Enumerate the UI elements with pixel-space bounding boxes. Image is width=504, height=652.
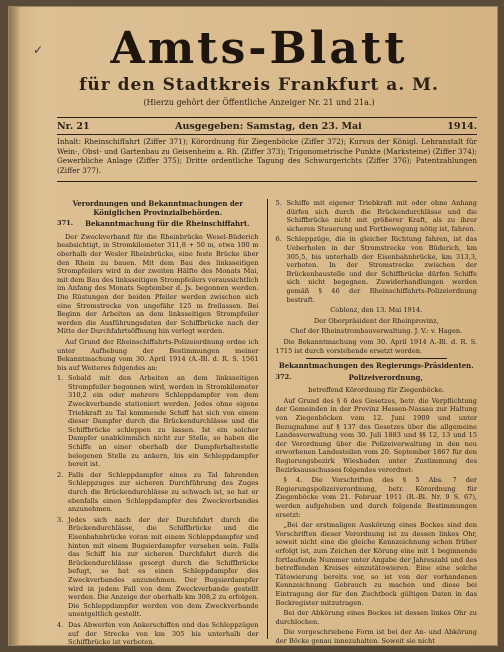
- list-item-text: Falls der Schleppdampfer eines zu Tal fahrenden Schleppzuges zur sicheren Durchführung des Zuges durch die Brückendurchlässe zu schwach ist, so hat er ebenfalls einen Schleppdampfer des Zweckverbandes anzunehmen.: [68, 470, 259, 514]
- section-heading-provincial: Verordnungen und Bekanntmachungen der Königlichen Provinzialbehörden.: [72, 199, 243, 217]
- paragraph: § 4. Die Vorschriften des § 5 Abs. 7 der Regierungspolizeiverordnung, betr. Körordnung für Ziegenböcke vom 21. Februar 1911 (R.-Bl. Nr. 9 S. 67), werden aufgehoben und durch folgende Bestimmungen ersetzt:: [275, 476, 478, 519]
- left-column: [57, 199, 259, 647]
- section-heading-regierung: Bekanntmachungen des Regierungs-Präsidenten.: [278, 361, 474, 371]
- list-item-number: 2.: [57, 470, 64, 479]
- list-item: [57, 374, 259, 469]
- issue-number: Nr. 21: [57, 121, 90, 132]
- masthead-note: (Hierzu gehört der Öffentliche Anzeiger Nr. 21 und 21a.): [143, 98, 375, 107]
- notice-paragraph: Die Bekanntmachung vom 30. April 1914 A.-Bl. d. R. S. 1715 ist durch vorstehende ersetzt worden.: [275, 337, 478, 355]
- paragraph: Auf Grund des § 6 des Gesetzes, betr. die Verpflichtung der Gemeinden in der Provinz Hessen-Nassau zur Haltung von Ziegenböcken vom 12. Juni 1909 und unter Bezugnahme auf § 137 des Gesetzes über die allgemeine Landesverwaltung vom 30. Juli 1883 und §§ 12, 13 und 15 der Verordnung über die Polizeiverwaltung in den neu erworbenen Landesteilen vom 20. September 1867 für den Regierungsbezirk Wiesbaden unter Zustimmung des Bezirksausschusses folgendes verordnet:: [275, 396, 478, 474]
- masthead-subtitle: für den Stadtkreis Frankfurt a. M.: [79, 75, 439, 95]
- list-item: [57, 471, 259, 514]
- signoff-signature: Chef der Rheinstrombauverwaltung. J. V.: v. Hagen.: [290, 327, 463, 336]
- paragraph: Auf Grund der Rheinschiffahrts-Polizeiordnung ordne ich unter Aufhebung der Bestimmungen meiner Bekanntmachung vom 30. April 1914 (A.-Bl. d. R. S. 1561 bis auf Weiteres folgendes an:: [57, 337, 259, 372]
- list-item-text: Schiffe mit eigener Triebkraft mit oder ohne Anhang dürfen sich durch die Brückendurchlässe und die Schiffbrücke nicht mit größerer Kraft, als zu ihrer sicheren Steuerung und Fortbewegung nötig ist, fahren.: [286, 199, 478, 233]
- page-binding: [9, 7, 19, 645]
- newspaper-page: [8, 6, 498, 646]
- article-columns: [57, 199, 478, 647]
- article-subtitle: betreffend Körordnung für Ziegenböcke.: [308, 386, 445, 395]
- column-divider: [267, 199, 268, 639]
- issue-date: Ausgegeben: Samstag, den 23. Mai: [175, 121, 362, 132]
- paragraph: Der Zweckverband für die Rheinbrücke Wesel-Büderich beabsichtigt, in Stromkilometer 311,8 + 50 m, etwa 100 m oberhalb der Wesler Rheinbrücke, eine feste Brücke über den Rhein zu bauen. Mit dem Bau des linksseitigen Strompfeilers wird in der zweiten Hälfte des Monats Mai, mit dem Bau des linksseitigen Strompfeilers voraussichtlich im Anfang des Monats September d. Js. begonnen werden. Die Rüstungen der beiden Pfeiler werden zwischen sich eine Stromstrecke von ungefähr 125 m freilassen. Bei Beginn der Arbeiten an dem linksseitigen Strompfeiler werden die Ausführungsdaten der Schiffbrücke nach der Mitte der Durchfahrtsöffnung hin verlegt werden.: [57, 232, 259, 336]
- list-item-number: 3.: [57, 515, 64, 524]
- list-item-number: 6.: [275, 235, 282, 244]
- right-column: [275, 199, 478, 645]
- article-number: 372.: [275, 372, 292, 381]
- list-item-number: 4.: [57, 620, 64, 629]
- list-item-text: Sobald mit den Arbeiten an dem linksseitigen Strompfeiler begonnen wird, werden in Stromkilometer 310,2 ein oder mehrere Schleppdampfer von dem Zweckverbande stationiert werden. Jedes ohne eigene Triebkraft zu Tal kommende Schiff hat sich von einem dieser Dampfer durch die Brückendurchlässe und die Schiffbrücke schleppen zu lassen. Ist ein solcher Dampfer unabkömmlich nicht zur Stelle, so haben die Schiffe an einer oberhalb der Dampferhaltestelle belegenen Stelle zu ankern, bis ein Schleppdampfer bereit ist.: [68, 374, 259, 469]
- paragraph: Die vorgeschriebene Form ist bei der An- und Abkörung der Böcke genau innezuhalten. Soweit sie nicht: [275, 628, 478, 645]
- article-title: Bekanntmachung für die Rheinschiffahrt.: [85, 219, 250, 229]
- paragraph: Bei der Abkörung eines Bockes ist dessen linkes Ohr zu durchlochen.: [275, 609, 478, 626]
- list-item-text: Jedes sich nach der der Durchfahrt durch die Brückendurchlässe, die Schiffbrücke und die Eisenbahnbrücke voran mit einem Schleppdampfer und hinten mit einem Bugsierdampfer versehen sein. Falls das Schiff bis zur sicheren Durchfahrt durch die Brückendurchlässe gesorgt durch die Schiffbrücke befugt, so hat es einen Schleppdampfer des Zweckverbandes anzunehmen. Der Bugsierdampfer wird in jedem Fall von dem Zweckverbande gestellt werden. Die Anzeige der oberhalb km 308,2 zu erfolgen. Die Schleppdampfer werden von dem Zweckverbande unentgeltlich gestellt.: [68, 515, 259, 619]
- list-item-text: Schleppzüge, die in gleicher Richtung fahren, ist das Ueberholen in der Stromstrecke von Büderich, km 305,5, bis unterhalb der Eisenbahnbrücke, km 313,3, verboten. In der Stromstrecke zwischen der Brückenbaustelle und der Schiffbrücke dürfen Schiffe sich nicht begegnen. Zuwiderhandlungen werden gemäß § 46 der Rheinschiffahrts-Polizeiordnung bestraft.: [286, 235, 478, 304]
- masthead-title: Amts-Blatt: [110, 23, 408, 74]
- article-number: 371.: [57, 219, 74, 228]
- pencil-mark-icon: ✓: [33, 43, 44, 57]
- paragraph: „Bei der erstmaligen Auskörung eines Bockes sind den Vorschriften dieser Verordnung ist zu dessen linkes Ohr, soweit nicht eine die gleiche Kennzeichnung schon früher erfolgt ist, zum Zeichen der Körung eine mit 1 beginnende fortlaufende Nummer unter Angabe der Jahreszahl und des betreffenden Kreises einzutätowieren. Eine eine solche Tätowierung bereits vor, so ist von der vorhandenen Kennzeichnung Gebrauch zu machen und diese bei Eintragung der für den Zuchtbock gültigen Daten in das Bockregister mitzutragen.: [275, 521, 478, 607]
- list-item: [276, 199, 478, 233]
- article-372-header: [276, 373, 478, 385]
- list-item-number: 1.: [57, 374, 64, 383]
- divider-rule: [306, 358, 448, 359]
- list-item-number: 5.: [275, 199, 282, 207]
- list-item: [57, 621, 259, 647]
- list-item-text: Das Abwerfen von Ankerschiffen und das Schleppzügen auf der Strecke von km 305 bis unterhalb der Schiffbrücke ist verboten.: [68, 620, 259, 647]
- article-title: Polizeiverordnung,: [348, 372, 423, 382]
- issue-bar: [57, 117, 477, 135]
- list-item: [57, 516, 259, 619]
- list-item: [276, 235, 478, 304]
- signoff-office: Der Oberpräsident der Rheinprovinz,: [313, 316, 439, 325]
- masthead: [29, 25, 489, 107]
- issue-year: 1914.: [447, 121, 477, 132]
- table-of-contents: Inhalt: Rheinschiffahrt (Ziffer 371); Körordnung für Ziegenböcke (Ziffer 372); Kursus der Königl. Lehranstalt für Wein-, Obst- und Gartenbau zu Geisenheim a. Rh. (Ziffer 373); Trigonometrische Punkte (Marksteine) (Ziffer 374); Gewerbliche Anlage (Ziffer 375); Dritte ordentliche Tagung des Schwurgerichts (Ziffer 376); Patentzahlungen (Ziffer 377).: [57, 137, 477, 182]
- signoff-place-date: Coblenz, den 13. Mai 1914.: [330, 306, 423, 315]
- article-371-header: [57, 219, 259, 231]
